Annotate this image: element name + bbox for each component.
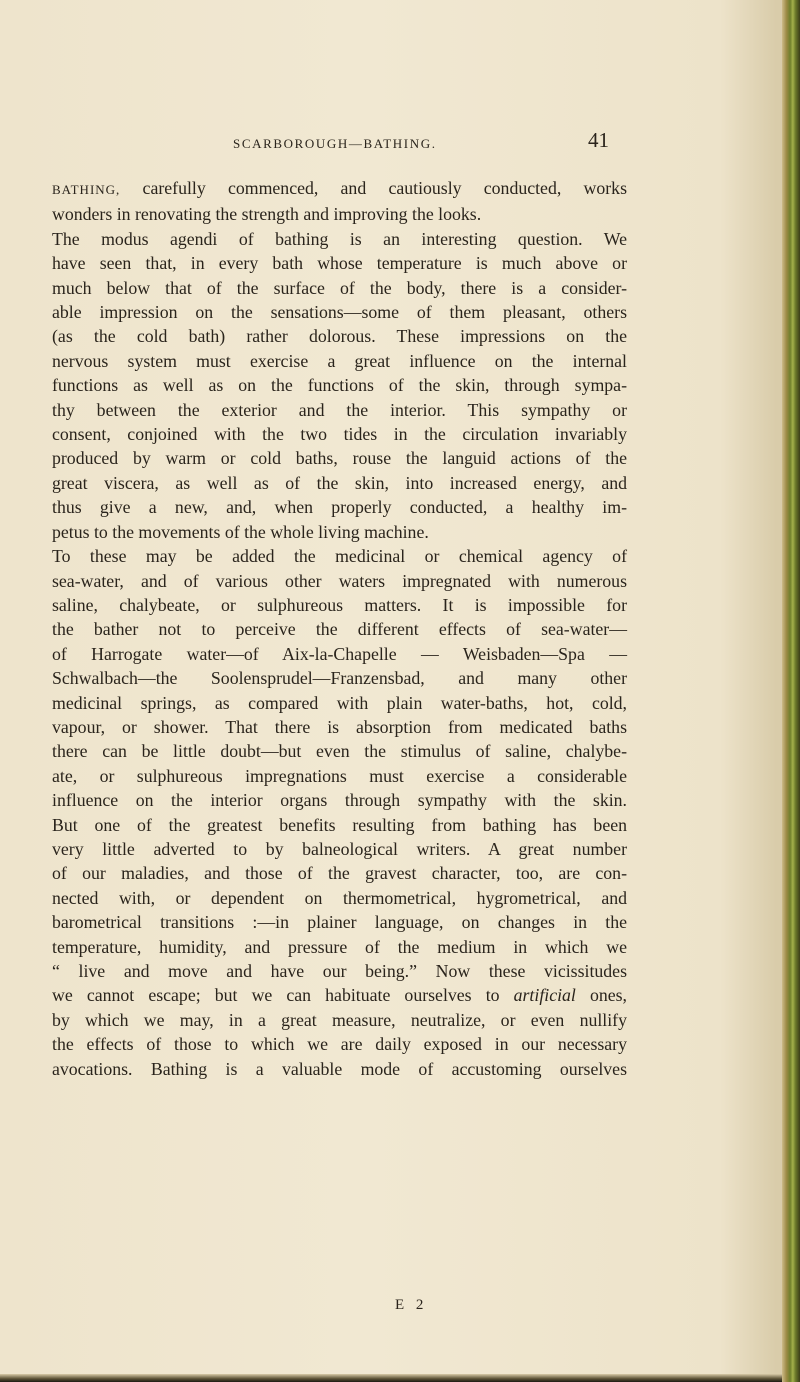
text-line: much below that of the surface of the body, there is a consider- — [52, 277, 627, 298]
text-line: “ live and move and have our being.” Now these vicissitudes — [52, 961, 627, 981]
text-line: of our maladies, and those of the gravest character, too, are con- — [52, 863, 627, 884]
text-line: temperature, humidity, and pressure of the medium in which we — [52, 936, 627, 957]
text-line: nected with, or dependent on thermometrical, hygrometrical, and — [52, 887, 627, 908]
text-line — [52, 176, 627, 202]
text-line: by which we may, in a great measure, neutralize, or even nullify — [52, 1009, 627, 1030]
text-line: petus to the movements of the whole living machine. — [52, 521, 429, 542]
text-line: avocations. Bathing is a valuable mode of accustoming ourselves — [52, 1058, 627, 1079]
text-line: barometrical transitions :—in plainer language, on changes in the — [52, 912, 627, 933]
text-line — [52, 983, 627, 1007]
signature-mark: E 2 — [395, 1297, 428, 1313]
text-line: thy between the exterior and the interior. This sympathy or — [52, 399, 627, 420]
italic-word: artificial — [513, 985, 576, 1006]
text-line: To these may be added the medicinal or chemical agency of — [52, 546, 627, 567]
text-line: The modus agendi of bathing is an interesting question. We — [52, 228, 627, 249]
text-line: ate, or sulphureous impregnations must exercise a considerable — [52, 765, 627, 786]
text-line: have seen that, in every bath whose temperature is much above or — [52, 253, 627, 274]
page-bottom-edge — [0, 1374, 782, 1382]
text-line: sea-water, and of various other waters impregnated with numerous — [52, 570, 627, 591]
page-number: 41 — [588, 128, 609, 152]
running-head: SCARBOROUGH—BATHING. — [233, 136, 437, 151]
text-line: the effects of those to which we are daily exposed in our necessary — [52, 1034, 627, 1055]
text-line: wonders in renovating the strength and improving the looks. — [52, 204, 482, 225]
text-line: vapour, or shower. That there is absorption from medicated baths — [52, 716, 627, 737]
text-line: of Harrogate water—of Aix-la-Chapelle — Weisbaden—Spa — — [52, 643, 627, 664]
text-line: functions as well as on the functions of the skin, through sympa- — [52, 375, 627, 396]
text-line: saline, chalybeate, or sulphureous matters. It is impossible for — [52, 594, 627, 615]
text-line: (as the cold bath) rather dolorous. These impressions on the — [52, 326, 627, 347]
text-segment: ones, — [575, 985, 627, 1006]
text-line: great viscera, as well as of the skin, into increased energy, and — [52, 472, 627, 493]
body-text — [52, 176, 627, 1081]
text-line: very little adverted to by balneological writers. A great number — [52, 838, 627, 859]
text-line-rest: carefully commenced, and cautiously conducted, works — [120, 178, 627, 198]
text-line: the bather not to perceive the different effects of sea-water— — [52, 619, 627, 640]
text-line: But one of the greatest benefits resulting from bathing has been — [52, 814, 627, 835]
text-line: there can be little doubt—but even the stimulus of saline, chalybe- — [52, 741, 627, 762]
text-line: able impression on the sensations—some of them pleasant, others — [52, 302, 627, 323]
text-line: consent, conjoined with the two tides in the circulation invariably — [52, 424, 627, 445]
text-line: nervous system must exercise a great influence on the internal — [52, 350, 627, 371]
text-line: thus give a new, and, when properly conducted, a healthy im- — [52, 497, 627, 518]
text-line: produced by warm or cold baths, rouse the languid actions of the — [52, 448, 627, 469]
text-line: Schwalbach—the Soolensprudel—Franzensbad, and many other — [52, 668, 627, 689]
lead-word: BATHING, — [52, 182, 121, 197]
text-line: medicinal springs, as compared with plain water-baths, hot, cold, — [52, 692, 627, 713]
page-binding-edge — [782, 0, 800, 1382]
text-line: influence on the interior organs through sympathy with the skin. — [52, 790, 627, 811]
text-segment: we cannot escape; but we can habituate ourselves to — [52, 985, 514, 1006]
